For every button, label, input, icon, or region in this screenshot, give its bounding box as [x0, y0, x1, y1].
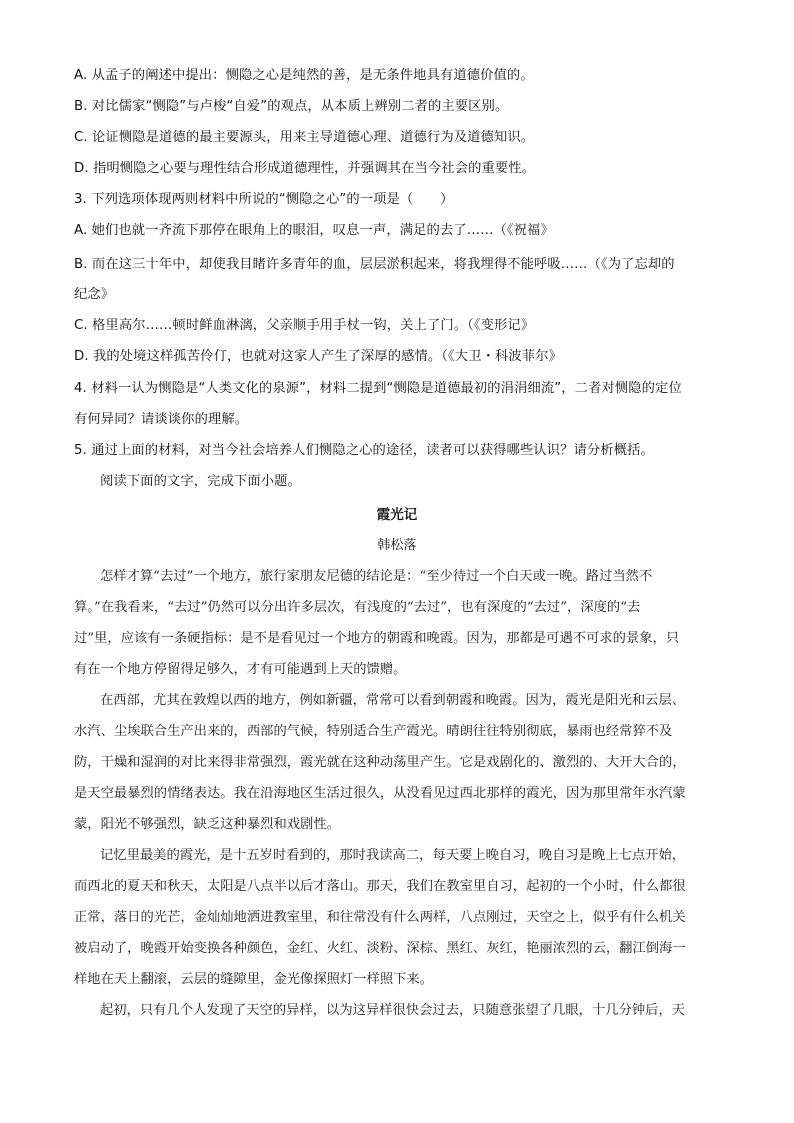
- p2-line: 水汽、尘埃联合生产出来的，西部的气候，特别适合生产霞光。晴朗往往特别彻底，暴雨也经常猝不及: [74, 724, 673, 739]
- q4-line1: 4. 材料一认为恻隐是“人类文化的泉源”，材料二提到“恻隐是道德最初的涓涓细流”，二者对恻隐的定位: [74, 381, 682, 396]
- q2-option-a: A. 从孟子的阐述中提出：恻隐之心是纯然的善，是无条件地具有道德价值的。: [74, 68, 534, 83]
- q2-option-b: B. 对比儒家“恻隐”与卢梭“自爱”的观点，从本质上辨别二者的主要区别。: [74, 99, 509, 114]
- q3-stem: 3. 下列选项体现两则材料中所说的“恻隐之心”的一项是（ ）: [74, 192, 454, 207]
- p3-line: 而西北的夏天和秋天，太阳是八点半以后才落山。那天，我们在教室里自习，起初的一个小时，什么都很: [74, 879, 686, 894]
- p2-line: 是天空最暴烈的情绪表达。我在沿海地区生活过很久，从没看见过西北那样的霞光，因为那里常年水汽蒙: [74, 786, 686, 801]
- q3-option-b-line2: 纪念》: [74, 287, 115, 302]
- q3-option-d: D. 我的处境这样孤苦伶仃，也就对这家人产生了深厚的感情。（《大卫・科波菲尔》: [74, 349, 562, 364]
- q2-option-d: D. 指明恻隐之心要与理性结合形成道德理性，并强调其在当今社会的重要性。: [74, 161, 536, 176]
- p3-line: 被启动了，晚霞开始变换各种颜色，金红、火红、淡粉、深棕、黑红、灰红，艳丽浓烈的云，翻江倒海一: [74, 941, 686, 956]
- p1-line: 算。”在我看来，“去过”仍然可以分出许多层次，有浅度的“去过”，也有深度的“去过”，深度的“去: [74, 600, 641, 615]
- q4-line2: 有何异同？请谈谈你的理解。: [74, 412, 249, 427]
- article-title: 霞光记: [376, 507, 418, 523]
- p1-line: 怎样才算“去过”一个地方，旅行家朋友尼德的结论是：“至少待过一个白天或一晚。路过当然不: [100, 569, 653, 584]
- reading-instruction: 阅读下面的文字，完成下面小题。: [100, 474, 301, 489]
- q3-option-a: A. 她们也就一齐流下那停在眼角上的眼泪，叹息一声，满足的去了……（《祝福》: [74, 223, 554, 238]
- q2-option-c: C. 论证恻隐是道德的最主要源头，用来主导道德心理、道德行为及道德知识。: [74, 130, 535, 145]
- p1-line: 过”里，应该有一条硬指标：是不是看见过一个地方的朝霞和晚霞。因为，那都是可遇不可求的景象，只: [74, 631, 680, 646]
- q3-option-b-line1: B. 而在这三十年中，却使我目睹许多青年的血，层层淤积起来，将我埋得不能呼吸……（《为了忘却的: [74, 257, 675, 272]
- p3-line: 记忆里最美的霞光，是十五岁时看到的，那时我读高二，每天要上晚自习，晚自习是晚上七点开始，: [100, 848, 686, 863]
- p3-line: 正常，落日的光芒，金灿灿地洒进教室里，和往常没有什么两样，八点刚过，天空之上，似乎有什么机关: [74, 910, 686, 925]
- p1-line: 有在一个地方停留得足够久，才有可能遇到上天的馈赠。: [74, 662, 407, 677]
- p2-line: 防，干燥和湿润的对比来得非常强烈，霞光就在这种动荡里产生。它是戏剧化的、激烈的、大开大合的，: [74, 755, 686, 770]
- p2-line: 蒙，阳光不够强烈，缺乏这种暴烈和戏剧性。: [74, 817, 340, 832]
- p4-line: 起初，只有几个人发现了天空的异样，以为这异样很快会过去，只随意张望了几眼，十几分钟后，天: [100, 1003, 686, 1018]
- p2-line: 在西部，尤其在敦煌以西的地方，例如新疆，常常可以看到朝霞和晚霞。因为，霞光是阳光和云层、: [100, 693, 686, 708]
- p3-line: 样地在天上翻滚，云层的缝隙里，金光像探照灯一样照下来。: [74, 972, 434, 987]
- article-author: 韩松落: [377, 538, 417, 553]
- q3-option-c: C. 格里高尔……顿时鲜血淋漓，父亲顺手用手杖一钩，关上了门。（《变形记》: [74, 318, 535, 333]
- q5: 5. 通过上面的材料，对当今社会培养人们恻隐之心的途径，读者可以获得哪些认识？请分析概括。: [74, 443, 654, 458]
